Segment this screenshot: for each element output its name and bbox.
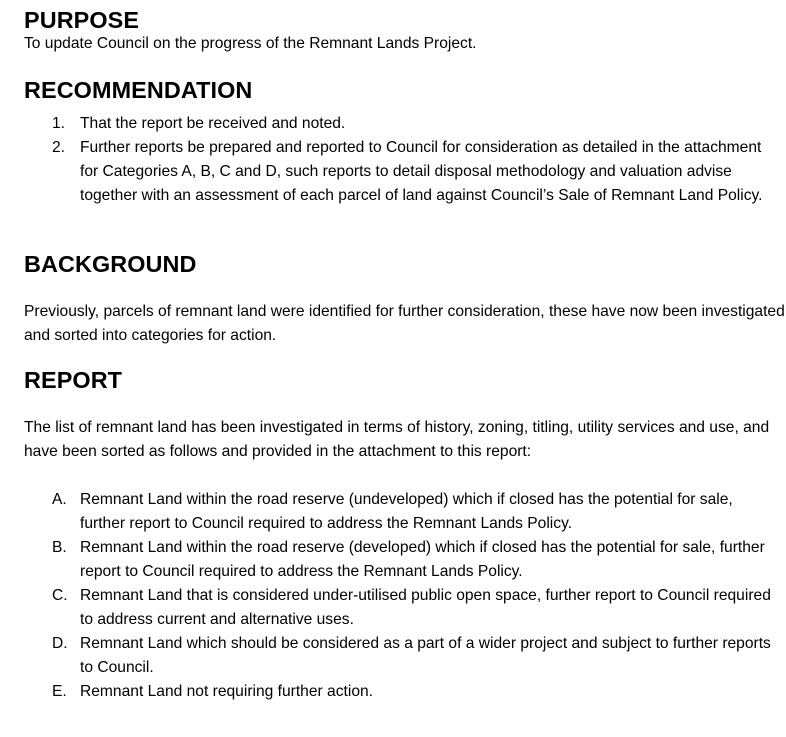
list-item-text: Remnant Land which should be considered as a part of a wider project and subject to further reports to Council. (80, 635, 771, 676)
background-heading: BACKGROUND (24, 251, 197, 277)
recommendation-heading: RECOMMENDATION (24, 77, 253, 103)
category-item (24, 536, 786, 584)
purpose-text: To update Council on the progress of the Remnant Lands Project. (24, 35, 477, 52)
recommendation-item (24, 136, 786, 208)
category-item (24, 488, 786, 536)
report-heading: REPORT (24, 367, 123, 393)
list-marker: 2. (52, 139, 66, 156)
list-item-text: Remnant Land not requiring further action. (80, 683, 373, 700)
category-item (24, 680, 786, 704)
list-marker: C. (52, 587, 68, 604)
list-marker: E. (52, 683, 67, 700)
list-item-text: Remnant Land within the road reserve (developed) which if closed has the potential for sale, further report to Council required to address the Remnant Lands Policy. (80, 539, 765, 580)
list-marker: D. (52, 635, 68, 652)
list-marker: 1. (52, 115, 66, 132)
background-text: Previously, parcels of remnant land were identified for further consideration, these have now been investigated and sorted into categories for action. (24, 303, 785, 344)
list-item-text: That the report be received and noted. (80, 115, 346, 132)
recommendation-list (24, 112, 786, 208)
list-marker: A. (52, 491, 67, 508)
report-text: The list of remnant land has been investigated in terms of history, zoning, titling, utility services and use, and have been sorted as follows and provided in the attachment to this report: (24, 419, 770, 460)
recommendation-item (24, 112, 786, 136)
category-list (24, 488, 786, 704)
list-item-text: Further reports be prepared and reported to Council for consideration as detailed in the attachment for Categories A, B, C and D, such reports to detail disposal methodology and valuation advise together with an assessment of each parcel of land against Council’s Sale of Remnant Land Policy. (80, 139, 763, 204)
category-item (24, 632, 786, 680)
list-item-text: Remnant Land within the road reserve (undeveloped) which if closed has the potential for sale, further report to Council required to address the Remnant Lands Policy. (80, 491, 733, 532)
purpose-heading: PURPOSE (24, 7, 140, 33)
category-item (24, 584, 786, 632)
list-marker: B. (52, 539, 67, 556)
list-item-text: Remnant Land that is considered under-utilised public open space, further report to Council required to address current and alternative uses. (80, 587, 771, 628)
